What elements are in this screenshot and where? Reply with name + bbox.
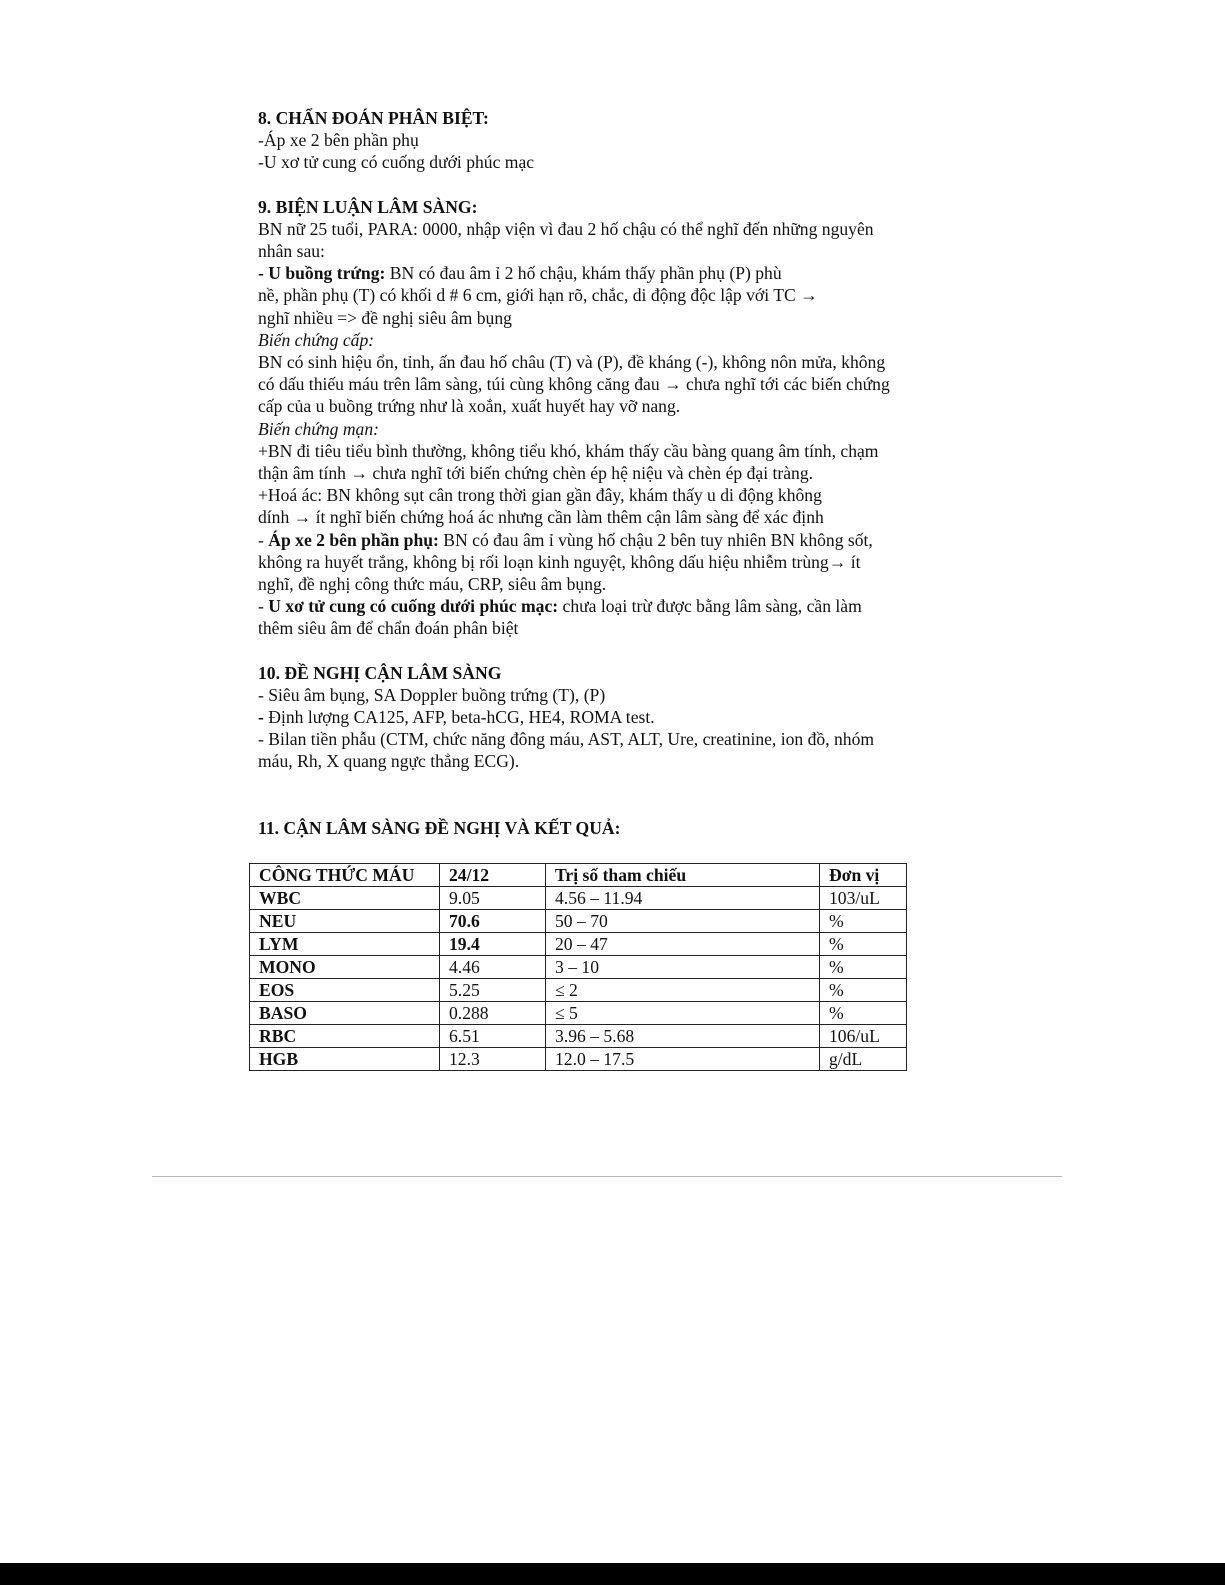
table-row [250, 1002, 907, 1025]
cell: % [820, 910, 907, 933]
section-10-heading: 10. ĐỀ NGHỊ CẬN LÂM SÀNG [258, 662, 502, 683]
cell: 20 – 47 [546, 933, 820, 956]
ovarian-tumor-label: - U buồng trứng: [258, 263, 386, 284]
fibroid-text: chưa loại trừ được bằng lâm sàng, cần làm [558, 596, 862, 617]
acute-line-3: cấp của u buồng trứng như là xoắn, xuất huyết hay vỡ nang. [258, 396, 681, 417]
abscess-text: BN có đau âm ỉ vùng hố chậu 2 bên tuy nhiên BN không sốt, [438, 529, 873, 550]
cell: 19.4 [440, 933, 546, 956]
acute-line-1: BN có sinh hiệu ổn, tỉnh, ấn đau hố châu (T) và (P), đề kháng (-), không nôn mửa, không [258, 352, 886, 373]
tests-line-2 [258, 706, 958, 728]
cell: % [820, 933, 907, 956]
diff-dx-line-2: -U xơ tử cung có cuống dưới phúc mạc [258, 152, 535, 173]
table-row [250, 956, 907, 979]
cell: MONO [250, 956, 440, 979]
cell: 5.25 [440, 979, 546, 1002]
table-row [250, 979, 907, 1002]
cell: NEU [250, 910, 440, 933]
fibroid-line-2: thêm siêu âm để chẩn đoán phân biệt [258, 618, 519, 639]
chronic-line-3: +Hoá ác: BN không sụt cân trong thời gian gần đây, khám thấy u di động không [258, 485, 822, 506]
header-cell: Đơn vị [820, 864, 907, 887]
cell: 12.0 – 17.5 [546, 1048, 820, 1071]
acute-complications-label: Biến chứng cấp: [258, 329, 375, 350]
table-row [250, 910, 907, 933]
s9-ovarian-tumor-2: nề, phần phụ (T) có khối d # 6 cm, giới hạn rõ, chắc, di động độc lập với TC → [258, 285, 818, 306]
cell: 103/uL [820, 887, 907, 910]
page-divider [152, 1176, 1062, 1177]
abscess-line-2: không ra huyết trắng, không bị rối loạn kinh nguyệt, không dấu hiệu nhiễm trùng→ ít [258, 551, 861, 572]
tests-line-2-dash: - [258, 707, 264, 728]
bottom-bar [0, 1563, 1225, 1585]
blood-count-table [249, 863, 907, 1071]
section-8-heading: 8. CHẨN ĐOÁN PHÂN BIỆT: [258, 108, 489, 128]
diff-dx-line-1: -Áp xe 2 bên phần phụ [258, 130, 419, 151]
table-row [250, 1025, 907, 1048]
chronic-line-4: dính → ít nghĩ biến chứng hoá ác nhưng cần làm thêm cận lâm sàng để xác định [258, 507, 824, 528]
cell: 70.6 [440, 910, 546, 933]
s9-intro-1: BN nữ 25 tuổi, PARA: 0000, nhập viện vì đau 2 hố chậu có thể nghĩ đến những nguyên [258, 218, 874, 239]
cell: 6.51 [440, 1025, 546, 1048]
fibroid-line-1: - U xơ tử cung có cuống dưới phúc mạc: chưa loại trừ được bằng lâm sàng, cần làm [258, 596, 862, 617]
abscess-line-1: - Áp xe 2 bên phần phụ: BN có đau âm ỉ vùng hố chậu 2 bên tuy nhiên BN không sốt, [258, 529, 873, 550]
table-row [250, 887, 907, 910]
header-cell: CÔNG THỨC MÁU [250, 864, 440, 887]
cell: ≤ 2 [546, 979, 820, 1002]
cell: RBC [250, 1025, 440, 1048]
tests-line-2-text: Định lượng CA125, AFP, beta-hCG, HE4, ROMA test. [263, 707, 655, 728]
header-cell: 24/12 [440, 864, 546, 887]
cell: 3.96 – 5.68 [546, 1025, 820, 1048]
tests-line-1: - Siêu âm bụng, SA Doppler buồng trứng (T), (P) [258, 684, 606, 705]
cell: HGB [250, 1048, 440, 1071]
abscess-label: Áp xe 2 bên phần phụ: [268, 529, 439, 550]
s9-ovarian-tumor-3: nghĩ nhiều => đề nghị siêu âm bụng [258, 307, 512, 328]
chronic-line-2: thận âm tính → chưa nghĩ tới biến chứng chèn ép hệ niệu và chèn ép đại tràng. [258, 463, 814, 484]
chronic-complications-label: Biến chứng mạn: [258, 418, 379, 439]
table-row [250, 1048, 907, 1071]
ovarian-tumor-text: BN có đau âm ỉ 2 hố chậu, khám thấy phần phụ (P) phù [385, 263, 782, 284]
s9-intro-2: nhân sau: [258, 241, 325, 262]
tests-line-4: máu, Rh, X quang ngực thẳng ECG). [258, 751, 520, 772]
s9-ovarian-tumor-1 [258, 262, 958, 284]
section-11-heading: 11. CẬN LÂM SÀNG ĐỀ NGHỊ VÀ KẾT QUẢ: [258, 817, 621, 838]
cell: 3 – 10 [546, 956, 820, 979]
cell: g/dL [820, 1048, 907, 1071]
cell: 0.288 [440, 1002, 546, 1025]
cell: 50 – 70 [546, 910, 820, 933]
cell: WBC [250, 887, 440, 910]
section-9-heading: 9. BIỆN LUẬN LÂM SÀNG: [258, 196, 478, 217]
cell: 9.05 [440, 887, 546, 910]
chronic-line-1: +BN đi tiêu tiểu bình thường, không tiểu khó, khám thấy cầu bàng quang âm tính, chạm [258, 440, 879, 461]
fibroid-label: U xơ tử cung có cuống dưới phúc mạc: [268, 596, 559, 617]
cell: % [820, 1002, 907, 1025]
cell: BASO [250, 1002, 440, 1025]
cell: % [820, 979, 907, 1002]
acute-line-2: có dấu thiếu máu trên lâm sàng, túi cùng không căng đau → chưa nghĩ tới các biến chứng [258, 374, 890, 395]
tests-line-3: - Bilan tiền phẫu (CTM, chức năng đông máu, AST, ALT, Ure, creatinine, ion đồ, nhóm [258, 729, 875, 750]
abscess-line-3: nghĩ, đề nghị công thức máu, CRP, siêu âm bụng. [258, 574, 607, 595]
header-cell: Trị số tham chiếu [546, 864, 820, 887]
cell: % [820, 956, 907, 979]
cell: 106/uL [820, 1025, 907, 1048]
cell: ≤ 5 [546, 1002, 820, 1025]
cell: LYM [250, 933, 440, 956]
document-body [258, 107, 958, 839]
table-header-row [250, 864, 907, 887]
cell: 4.56 – 11.94 [546, 887, 820, 910]
table-row [250, 933, 907, 956]
cell: 12.3 [440, 1048, 546, 1071]
cell: 4.46 [440, 956, 546, 979]
cell: EOS [250, 979, 440, 1002]
